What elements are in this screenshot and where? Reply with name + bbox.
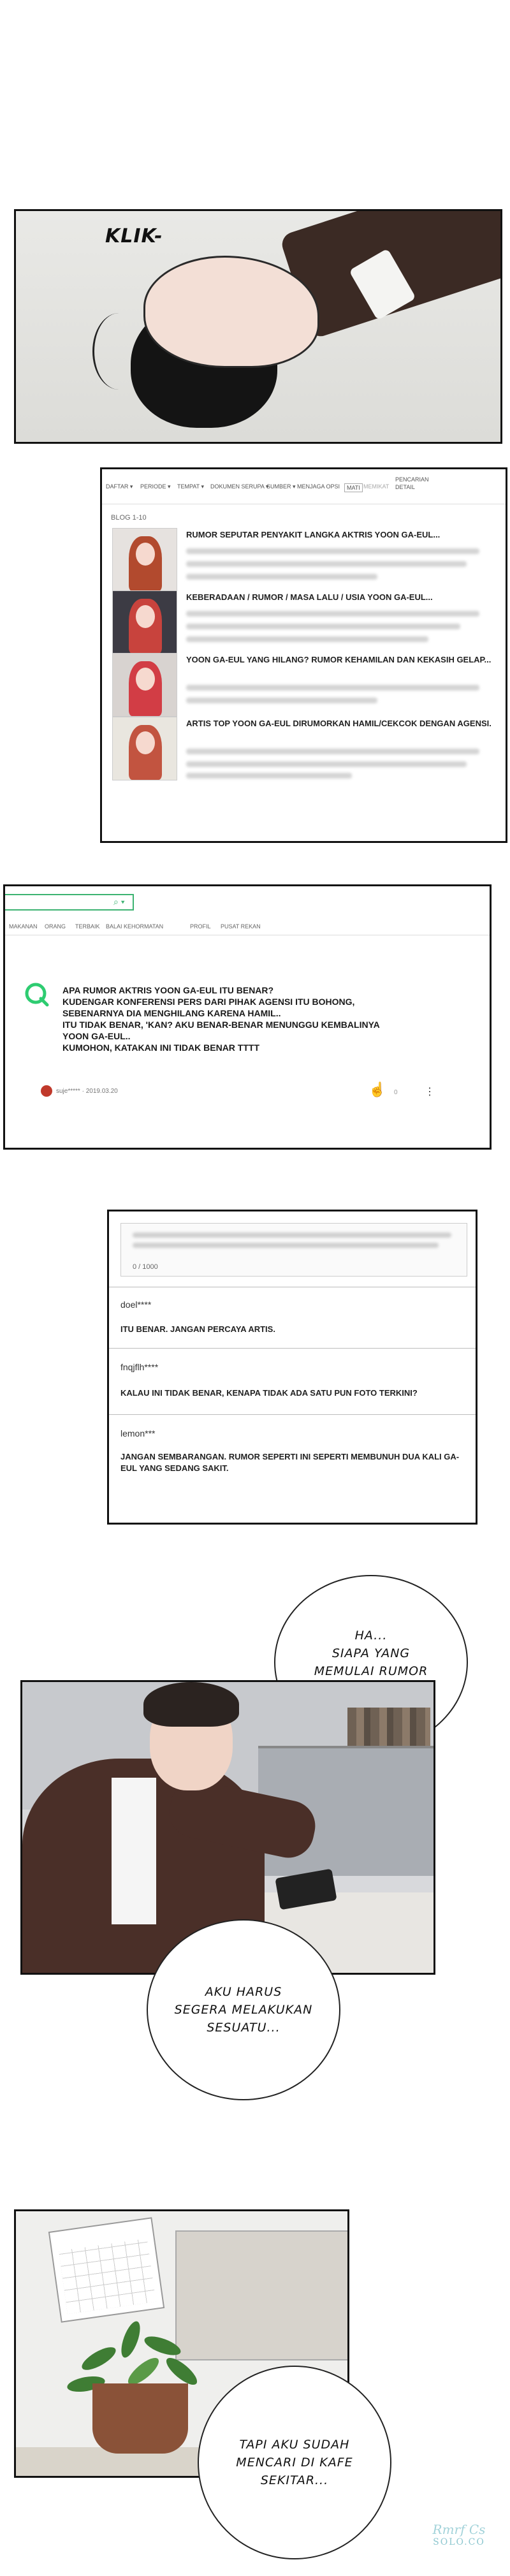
nav-periode[interactable]: PERIODE ▾ — [140, 483, 171, 490]
blog-post[interactable] — [112, 590, 495, 654]
nav-memikat[interactable]: MEMIKAT — [363, 483, 390, 490]
post-thumbnail — [112, 717, 177, 780]
answer-count: 0 — [394, 1089, 398, 1096]
nav-detail-search[interactable]: PENCARIAN DETAIL — [395, 476, 429, 490]
man-shirt — [112, 1778, 156, 1924]
post-title[interactable]: KEBERADAAN / RUMOR / MASA LALU / USIA YOON GA-EUL... — [186, 592, 433, 602]
blog-post[interactable] — [112, 717, 495, 780]
comment-user[interactable]: fnqjflh**** — [120, 1362, 159, 1372]
nav-sumber[interactable]: SUMBER ▾ — [266, 483, 296, 490]
comment-text: KALAU INI TIDAK BENAR, KENAPA TIDAK ADA SATU PUN FOTO TERKINI? — [120, 1388, 418, 1398]
comment-text: ITU BENAR. JANGAN PERCAYA ARTIS. — [120, 1324, 275, 1334]
search-icon[interactable]: ⌕ ▾ — [113, 896, 125, 907]
post-title[interactable]: ARTIS TOP YOON GA-EUL DIRUMORKAN HAMIL/CEKCOK DENGAN AGENSI. — [186, 719, 492, 728]
watermark: Rmrf Cs SOLO.CO — [432, 2522, 486, 2547]
blog-post[interactable] — [112, 528, 495, 592]
calendar — [48, 2217, 164, 2322]
comment-user[interactable]: doel**** — [120, 1299, 152, 1310]
speech-bubble-1: HA... SIAPA YANG MEMULAI RUMOR — [274, 1575, 468, 1750]
panel-comments — [107, 1210, 477, 1525]
author-meta: suje***** · 2019.03.20 — [56, 1088, 118, 1095]
man-hair — [143, 1682, 239, 1727]
post-thumbnail — [112, 590, 177, 654]
comment-user[interactable]: lemon*** — [120, 1428, 156, 1438]
speech-bubble-2: AKU HARUS SEGERA MELAKUKAN SESUATU... — [147, 1919, 340, 2100]
post-thumbnail — [112, 653, 177, 717]
nav-opsi[interactable]: MENJAGA OPSI — [297, 483, 340, 490]
speech-bubble-3: TAPI AKU SUDAH MENCARI DI KAFE SEKITAR... — [198, 2366, 391, 2559]
blog-heading: BLOG 1-10 — [111, 514, 147, 522]
plant-pot — [92, 2383, 188, 2454]
nav-dokumen[interactable]: DOKUMEN SERUPA ▾ — [210, 483, 269, 490]
tab-profil[interactable]: PROFIL — [190, 923, 211, 930]
blog-nav — [102, 469, 506, 504]
tab-orang[interactable]: ORANG — [45, 923, 66, 930]
nav-tempat[interactable]: TEMPAT ▾ — [177, 483, 205, 490]
nav-mati[interactable]: MATI — [344, 483, 363, 492]
post-title[interactable]: RUMOR SEPUTAR PENYAKIT LANGKA AKTRIS YOON GA-EUL... — [186, 530, 441, 539]
question-icon — [24, 982, 50, 1007]
char-counter: 0 / 1000 — [133, 1263, 158, 1271]
post-title[interactable]: YOON GA-EUL YANG HILANG? RUMOR KEHAMILAN DAN KEKASIH GELAP... — [186, 655, 492, 664]
panel-blog-search — [100, 467, 507, 843]
tab-balai-kehormatan[interactable]: BALAI KEHORMATAN — [106, 923, 164, 930]
motion-lines — [92, 313, 145, 390]
more-options-icon[interactable]: ⋮ — [425, 1087, 435, 1097]
nav-daftar[interactable]: DAFTAR ▾ — [106, 483, 133, 490]
question-text: APA RUMOR AKTRIS YOON GA-EUL ITU BENAR? KUDENGAR KONFERENSI PERS DARI PIHAK AGENSI ITU BOHONG, SEBENARNYA DIA MENGHILANG KARENA HAMIL.. ITU TIDAK BENAR, 'KAN? AKU BENAR-BENAR MENUNGGU KEMBALINYA YOON GA-EUL.. KUMOHON, KATAKAN INI TIDAK BENAR TTTT — [62, 985, 380, 1053]
hand-cursor-icon: ☝ — [368, 1081, 386, 1097]
tab-terbaik[interactable]: TERBAIK — [75, 923, 100, 930]
post-thumbnail — [112, 528, 177, 592]
tab-pusat-rekan[interactable]: PUSAT REKAN — [221, 923, 261, 930]
avatar — [41, 1085, 52, 1097]
cabinet — [175, 2230, 349, 2360]
sound-effect: KLIK- — [105, 225, 163, 247]
comment-text: JANGAN SEMBARANGAN. RUMOR SEPERTI INI SEPERTI MEMBUNUH DUA KALI GA-EUL YANG SEDANG SAKIT. — [120, 1452, 460, 1473]
panel-mouse-click — [14, 209, 502, 444]
qa-tabs — [5, 919, 490, 935]
blog-post[interactable] — [112, 653, 495, 717]
tab-makanan[interactable]: MAKANAN — [9, 923, 38, 930]
comment-input[interactable] — [120, 1223, 467, 1277]
panel-qa-post — [3, 884, 492, 1150]
